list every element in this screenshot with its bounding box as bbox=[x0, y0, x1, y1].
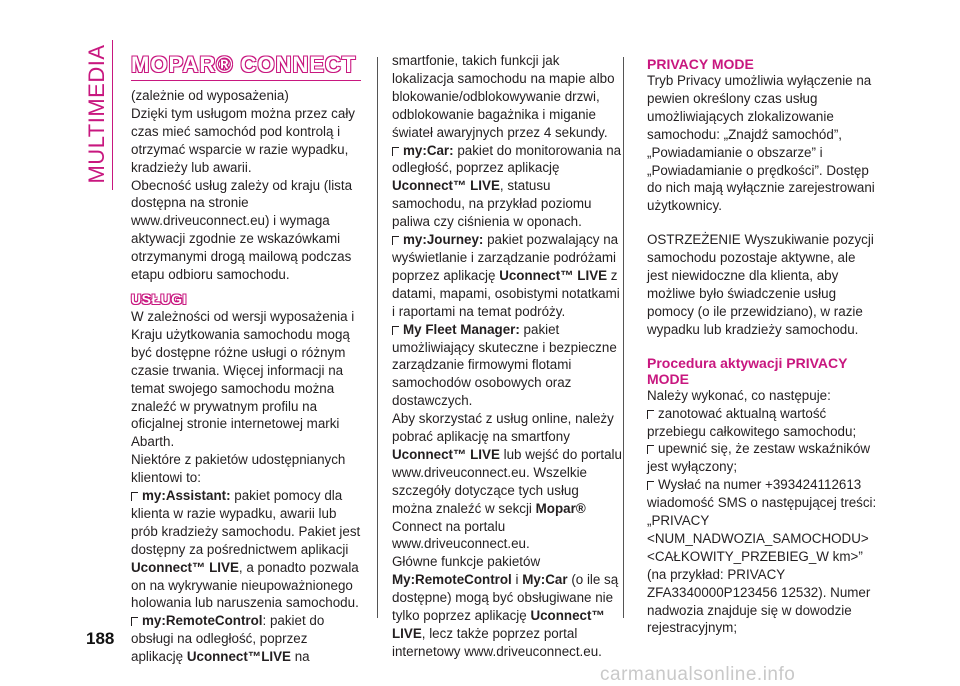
watermark: carmanualsonline.info bbox=[600, 664, 796, 685]
section-side-label: MULTIMEDIA bbox=[84, 44, 109, 184]
warning-paragraph: OSTRZEŻENIE Wyszukiwanie pozycji samochodu pozostaje aktywne, ale jest niewidoczne dla klienta, aby możliwe było świadczenie usług pomocy (o ile przewidziano), w razie wypadku lub kradzieży samochodu. bbox=[647, 232, 874, 337]
bullet-icon bbox=[392, 147, 399, 156]
column-divider-1 bbox=[377, 57, 378, 618]
main-functions-paragraph: Główne funkcje pakietów My:RemoteControl i My:Car (o ile są dostępne) mogą być obsługiwane nie tylko poprzez aplikację Uconnect™ LIVE, lecz także poprzez portal internetowy www.driveuconnect.eu. bbox=[392, 554, 619, 659]
step-3: Wysłać na numer +393424112613 wiadomość SMS o następującej treści: „PRIVACY <NUM_NADWOZIA_SAMOCHODU> <CAŁKOWITY_PRZEBIEG_W km>” (na przykład: PRIVACY ZFA3340000P123456 12532). Numer nadwozia znajduje się w dowodzie rejestracyjnym; bbox=[647, 477, 877, 636]
bullet-my-car: my:Car: pakiet do monitorowania na odległość, poprzez aplikację Uconnect™ LIVE, statusu samochodu, na przykład poziomu paliwa czy ciśnienia w oponach. bbox=[392, 142, 622, 230]
bullet-icon bbox=[647, 445, 654, 454]
step-1: zanotować aktualną wartość przebiegu całkowitego samochodu; bbox=[647, 405, 857, 439]
bullet-icon bbox=[647, 481, 654, 490]
privacy-paragraph: Tryb Privacy umożliwia wyłączenie na pewien określony czas usług umożliwiających zlokalizowanie samochodu: „Znajdź samochód”, „Powiadamianie o obszarze” i „Powiadamianie o prędkości”. Dostęp do nich mają wyłącznie zarejestrowani użytkownicy. bbox=[647, 73, 875, 214]
services-paragraph: W zależności od wersji wyposażenia i Kraju użytkowania samochodu mogą być dostępne różne usługi o różnym czasie trwania. Więcej informacji na temat swojego samochodu można znaleźć w prywatnym profilu na oficjalnej stronie internetowej marki Abarth. Niektóre z pakietów udostępnianych klientowi to: bbox=[131, 308, 355, 486]
column-1 bbox=[131, 52, 361, 666]
column-2 bbox=[392, 52, 622, 661]
column-divider-2 bbox=[623, 57, 624, 618]
column-3 bbox=[647, 52, 879, 637]
step-2: upewnić się, że zestaw wskaźników jest wyłączony; bbox=[647, 441, 871, 475]
intro-paragraph: (zależnie od wyposażenia) Dzięki tym usługom można przez cały czas mieć samochód pod kontrolą i otrzymać wsparcie w razie wypadku, kradzieży lub awarii. Obecność usług zależy od kraju (lista dostępna na stronie www.driveuconnect.eu) i wymaga aktywacji zgodnie ze wskazówkami otrzymanymi drogą mailową podczas etapu odbioru samochodu. bbox=[131, 88, 355, 283]
bullet-icon bbox=[131, 617, 138, 626]
side-rule bbox=[112, 40, 113, 190]
remote-control-continued: smartfonie, takich funkcji jak lokalizacja samochodu na mapie albo blokowanie/odblokowywanie drzwi, odblokowanie bagażnika i miganie świateł awaryjnych przez 4 sekundy. bbox=[392, 53, 615, 140]
bullet-icon bbox=[392, 326, 399, 335]
online-services-paragraph: Aby skorzystać z usług online, należy pobrać aplikację na smartfony Uconnect™ LIVE lub wejść do portalu www.driveuconnect.eu. Wszelkie szczegóły dotyczące tych usług można znaleźć w sekcji Mopar® Connect na portalu www.driveuconnect.eu. bbox=[392, 411, 622, 552]
procedure-intro: Należy wykonać, co następuje: bbox=[647, 387, 831, 403]
bullet-my-fleet-manager: My Fleet Manager: pakiet umożliwiający skuteczne i bezpieczne zarządzanie firmowymi flotami samochodów osobowych oraz dostawczych. bbox=[392, 321, 617, 409]
heading-privacy-mode: PRIVACY MODE bbox=[647, 56, 754, 72]
bullet-icon bbox=[392, 236, 399, 245]
page-number: 188 bbox=[86, 629, 115, 648]
bullet-my-remotecontrol: my:RemoteControl: pakiet do obsługi na odległość, poprzez aplikację Uconnect™LIVE na bbox=[131, 613, 325, 665]
bullet-my-journey: my:Journey: pakiet pozwalający na wyświetlanie i zarządzanie podróżami poprzez aplikację Uconnect™ LIVE z datami, mapami, osobistymi notatkami i raportami na temat podróży. bbox=[392, 232, 620, 319]
heading-activation-procedure: Procedura aktywacji PRIVACY MODE bbox=[647, 354, 848, 387]
section-title: MOPAR® CONNECT bbox=[131, 52, 361, 81]
bullet-icon bbox=[131, 492, 138, 501]
bullet-icon bbox=[647, 410, 654, 419]
bullet-my-assistant: my:Assistant: pakiet pomocy dla klienta w razie wypadku, awarii lub prób kradzieży samochodu. Pakiet jest dostępny za pośrednictwem aplikacji Uconnect™ LIVE, a ponadto pozwala on na wykrywanie nieupoważnionego holowania lub naruszenia samochodu. bbox=[131, 488, 361, 611]
heading-uslugi: USŁUGI bbox=[131, 290, 187, 307]
